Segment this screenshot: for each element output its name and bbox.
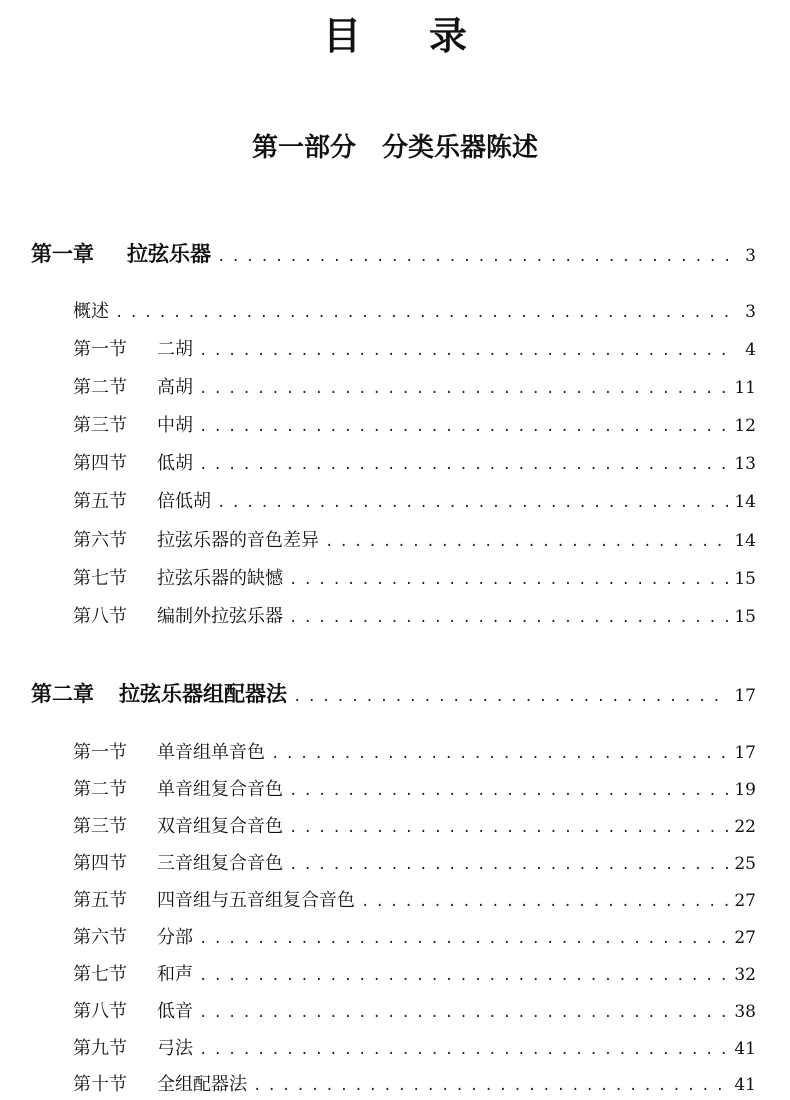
entry-label <box>73 813 283 841</box>
toc-entry[interactable] <box>73 336 756 364</box>
entry-label <box>73 488 211 516</box>
toc-entry[interactable] <box>73 450 756 478</box>
dot-leader <box>199 375 728 403</box>
toc-entry[interactable] <box>73 374 756 402</box>
dot-leader <box>217 489 728 517</box>
toc-entry[interactable] <box>73 412 756 440</box>
dot-leader <box>325 528 728 556</box>
toc-entry[interactable] <box>73 527 756 555</box>
entry-title: 概述 <box>73 301 109 322</box>
entry-title: 和声 <box>157 964 193 985</box>
entry-label <box>73 1071 247 1099</box>
entry-title: 低胡 <box>157 453 193 474</box>
chapter-label <box>31 237 211 271</box>
entry-label <box>73 565 283 593</box>
toc-entry[interactable] <box>73 1035 756 1063</box>
toc-entry[interactable] <box>73 850 756 878</box>
entry-title: 高胡 <box>157 377 193 398</box>
entry-number: 第七节 <box>73 568 127 589</box>
entry-title: 全组配器法 <box>157 1074 247 1095</box>
chapter-title: 拉弦乐器 <box>127 241 211 266</box>
entry-number: 第一节 <box>73 339 127 360</box>
dot-leader <box>253 1072 728 1100</box>
toc-entry[interactable] <box>73 887 756 915</box>
entry-title: 分部 <box>157 927 193 948</box>
dot-leader <box>199 413 728 441</box>
page-number: 12 <box>734 416 756 436</box>
entry-title: 弓法 <box>157 1038 193 1059</box>
entry-number: 第八节 <box>73 606 127 627</box>
page-number: 17 <box>734 743 756 763</box>
page-number: 22 <box>734 817 756 837</box>
page-number: 3 <box>745 246 756 266</box>
entry-label <box>73 739 265 767</box>
entry-label <box>73 412 193 440</box>
entry-label <box>73 527 319 555</box>
entry-number: 第六节 <box>73 927 127 948</box>
page-number: 27 <box>734 928 756 948</box>
toc-entry[interactable] <box>73 776 756 804</box>
page-number: 14 <box>734 531 756 551</box>
entry-title: 单音组单音色 <box>157 742 265 763</box>
entry-title: 双音组复合音色 <box>157 816 283 837</box>
entry-number: 第九节 <box>73 1038 127 1059</box>
entry-label <box>73 298 109 326</box>
entry-title: 中胡 <box>157 415 193 436</box>
entry-title: 拉弦乐器的音色差异 <box>157 530 319 551</box>
entry-label <box>73 1035 193 1063</box>
page-number: 19 <box>734 780 756 800</box>
toc-chapter-1[interactable] <box>31 237 756 271</box>
toc-entry[interactable] <box>73 961 756 989</box>
dot-leader <box>115 299 728 327</box>
entry-title: 三音组复合音色 <box>157 853 283 874</box>
entry-label <box>73 998 193 1026</box>
part-title: 分类乐器陈述 <box>382 133 539 163</box>
toc-entry[interactable] <box>73 488 756 516</box>
entry-title: 单音组复合音色 <box>157 779 283 800</box>
entry-number: 第五节 <box>73 491 127 512</box>
chapter-label <box>31 677 287 711</box>
entry-number: 第二节 <box>73 779 127 800</box>
page-number: 3 <box>745 302 756 322</box>
toc-entry[interactable] <box>73 298 756 326</box>
entry-title: 拉弦乐器的缺憾 <box>157 568 283 589</box>
page-title-left: 目 <box>322 13 361 58</box>
page-number: 13 <box>734 454 756 474</box>
entry-label <box>73 887 355 915</box>
toc-entry[interactable] <box>73 603 756 631</box>
dot-leader <box>199 337 728 365</box>
entry-number: 第三节 <box>73 816 127 837</box>
page-number: 41 <box>734 1075 756 1095</box>
toc-entry[interactable] <box>73 1071 756 1099</box>
dot-leader <box>361 888 728 916</box>
page-number: 14 <box>734 492 756 512</box>
dot-leader <box>289 851 728 879</box>
dot-leader <box>199 925 728 953</box>
entry-title: 编制外拉弦乐器 <box>157 606 283 627</box>
entry-number: 第七节 <box>73 964 127 985</box>
dot-leader <box>289 814 728 842</box>
entry-label <box>73 603 283 631</box>
entry-label <box>73 776 283 804</box>
page-number: 32 <box>734 965 756 985</box>
entry-title: 四音组与五音组复合音色 <box>157 890 355 911</box>
entry-number: 第一节 <box>73 742 127 763</box>
page-number: 17 <box>734 686 756 706</box>
chapter-number: 第一章 <box>31 241 94 266</box>
toc-entry[interactable] <box>73 998 756 1026</box>
entry-label <box>73 850 283 878</box>
chapter-number: 第二章 <box>31 681 94 706</box>
dot-leader <box>289 604 728 632</box>
page-number: 11 <box>734 378 756 398</box>
page-number: 4 <box>745 340 756 360</box>
dot-leader <box>271 740 728 768</box>
dot-leader <box>217 240 728 274</box>
page-title <box>0 12 790 60</box>
part-heading <box>0 128 790 168</box>
entry-label <box>73 374 193 402</box>
page-number: 27 <box>734 891 756 911</box>
dot-leader <box>199 451 728 479</box>
dot-leader <box>289 566 728 594</box>
part-number: 第一部分 <box>251 133 356 163</box>
dot-leader <box>199 999 728 1027</box>
entry-number: 第三节 <box>73 415 127 436</box>
dot-leader <box>289 777 728 805</box>
dot-leader <box>199 962 728 990</box>
dot-leader <box>293 680 728 714</box>
entry-number: 第六节 <box>73 530 127 551</box>
entry-number: 第十节 <box>73 1074 127 1095</box>
entry-number: 第四节 <box>73 453 127 474</box>
toc-entry[interactable] <box>73 813 756 841</box>
page-title-right: 录 <box>429 13 468 58</box>
page-number: 41 <box>734 1039 756 1059</box>
page-number: 15 <box>734 569 756 589</box>
entry-number: 第五节 <box>73 890 127 911</box>
toc-entry[interactable] <box>73 924 756 952</box>
entry-title: 倍低胡 <box>157 491 211 512</box>
page-number: 15 <box>734 607 756 627</box>
toc-chapter-2[interactable] <box>31 677 756 711</box>
toc-entry[interactable] <box>73 739 756 767</box>
entry-title: 二胡 <box>157 339 193 360</box>
toc-entry[interactable] <box>73 565 756 593</box>
entry-number: 第二节 <box>73 377 127 398</box>
entry-title: 低音 <box>157 1001 193 1022</box>
page-number: 25 <box>734 854 756 874</box>
page-number: 38 <box>734 1002 756 1022</box>
entry-number: 第八节 <box>73 1001 127 1022</box>
entry-label <box>73 336 193 364</box>
entry-label <box>73 924 193 952</box>
chapter-title: 拉弦乐器组配器法 <box>119 681 287 706</box>
entry-number: 第四节 <box>73 853 127 874</box>
entry-label <box>73 961 193 989</box>
entry-label <box>73 450 193 478</box>
dot-leader <box>199 1036 728 1064</box>
